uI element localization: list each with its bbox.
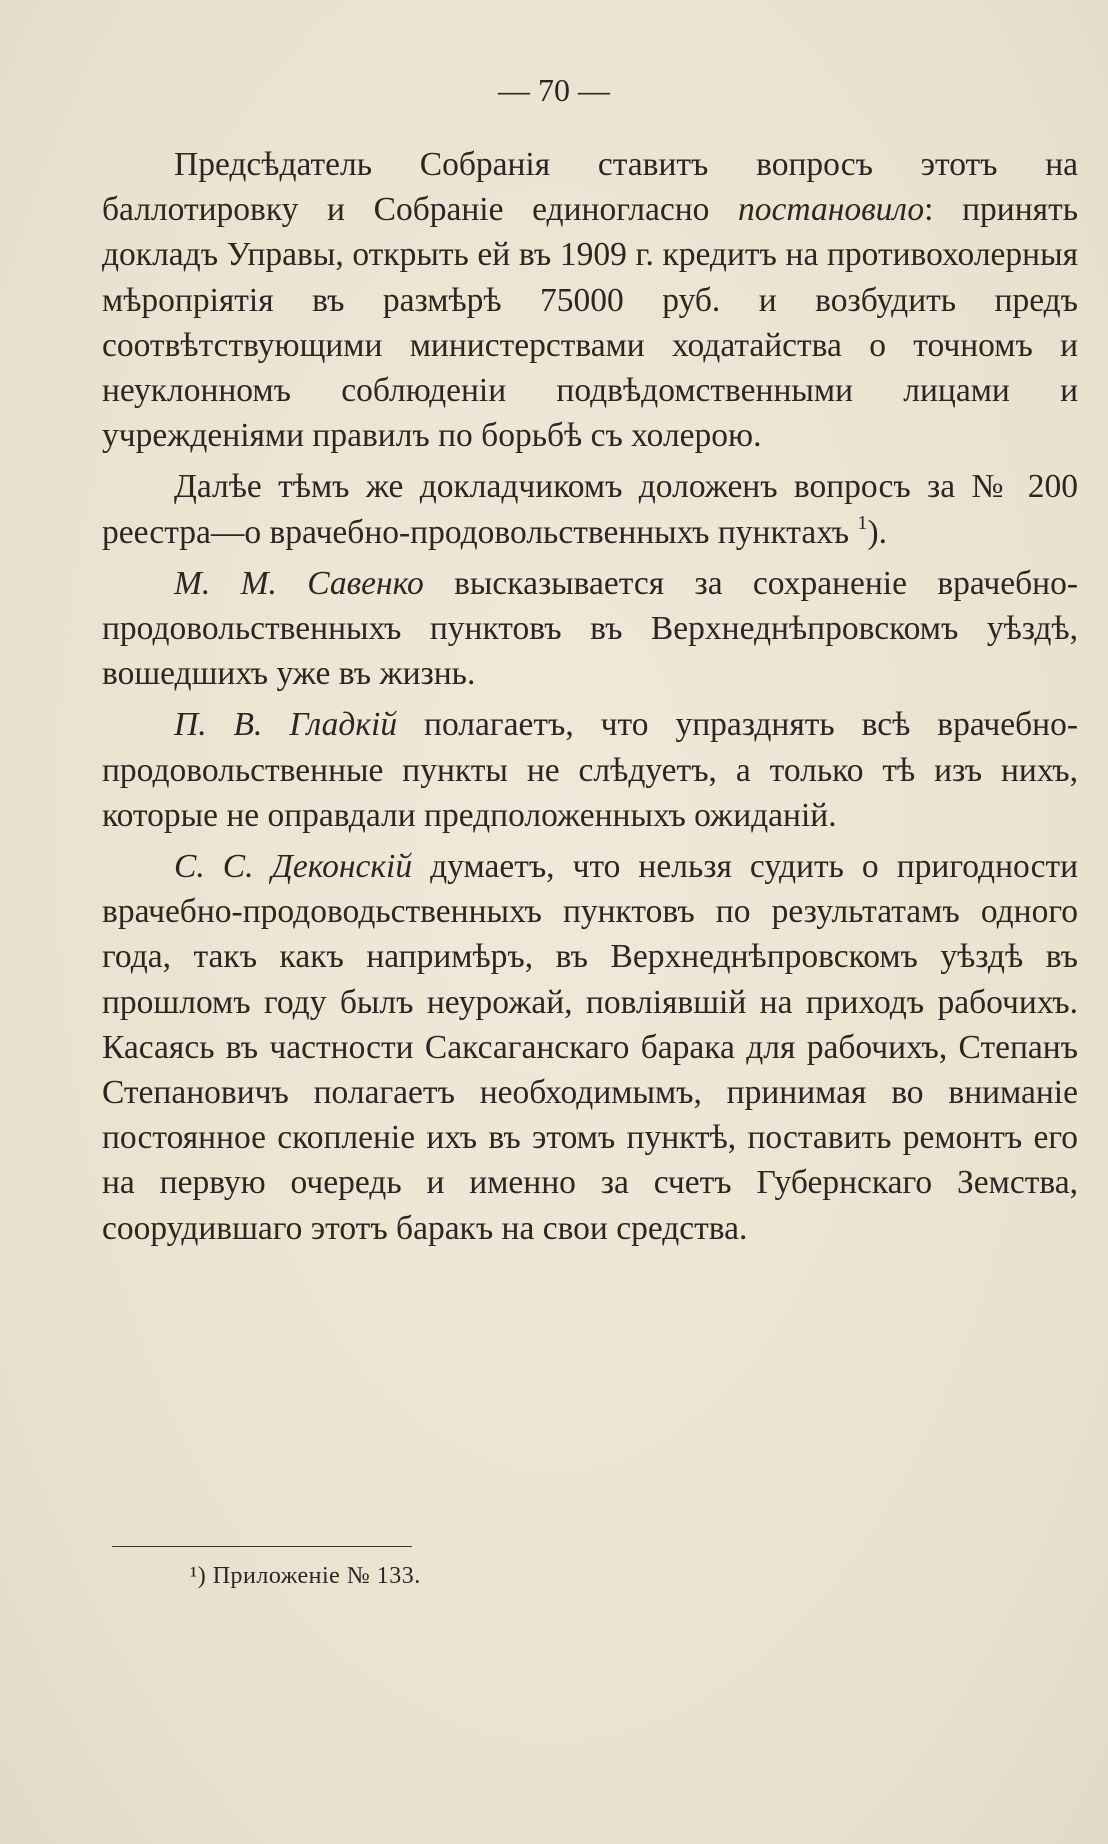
paragraph-2-text-a: Далѣе тѣмъ же докладчикомъ доложенъ вопросъ за № 200 реестра—о врачебно-продовольственныхъ пунктахъ xyxy=(102,468,1078,551)
footnote-text: Приложеніе № 133. xyxy=(212,1563,421,1589)
footnote-reference: 1 xyxy=(857,511,868,534)
speaker-name-gladkiy: П. В. Гладкій xyxy=(174,706,398,744)
paragraph-3-text: высказывается за сохраненіе врачебно-продовольственныхъ пунктовъ въ Верхнеднѣпровскомъ уѣздѣ, вошедшихъ уже въ жизнь. xyxy=(102,564,1079,693)
speaker-name-savenko: М. М. Савенко xyxy=(174,564,424,602)
footnote xyxy=(190,1563,421,1590)
paragraph-5-text: думаетъ, что нельзя судить о пригодности врачебно-продоводьственныхъ пунктовъ по результатамъ одного года, такъ какъ напримѣръ, въ Верхнеднѣпровскомъ уѣздѣ въ прошломъ году былъ неурожай, повліявшій на приходъ рабочихъ. Касаясь въ частности Саксаганскаго барака для рабочихъ, Степанъ Степановичъ полагаетъ необходимымъ, принимая во вниманіе постоянное скопленіе ихъ въ этомъ пунктѣ, поставить ремонтъ его на первую очередь и именно за счетъ Губернскаго Земства, соорудившаго этотъ баракъ на свои средства. xyxy=(102,848,1079,1247)
paragraph-3 xyxy=(102,561,1078,697)
paragraph-4-text: полагаетъ, что упразднять всѣ врачебно-продовольственные пункты не слѣдуетъ, а только тѣ изъ нихъ, которые не оправдали предположенныхъ ожиданій. xyxy=(102,706,1078,834)
speaker-name-dekonskiy: С. С. Деконскій xyxy=(174,848,413,886)
paragraph-1 xyxy=(102,142,1078,458)
paragraph-2 xyxy=(102,464,1078,554)
paragraph-4 xyxy=(102,702,1078,838)
footnote-divider xyxy=(112,1546,412,1547)
resolution-word: постановило xyxy=(738,191,925,229)
paragraph-2-text-b: ). xyxy=(867,513,887,551)
paragraph-1-text-b: : принять докладъ Управы, открыть ей въ 1909 г. кредитъ на противохолерныя мѣропріятія въ размѣрѣ 75000 руб. и возбудить предъ соотвѣтствующими министерствами ходатайства о точномъ и неуклонномъ соблюденіи подвѣдомственными лицами и учрежденіями правилъ по борьбѣ съ холерою. xyxy=(102,191,1078,455)
footnote-marker: ¹) xyxy=(190,1563,207,1589)
paragraph-1-text-a: Предсѣдатель Собранія ставитъ вопросъ этотъ на баллотировку и Собраніе единогласно xyxy=(102,146,1078,229)
paragraph-5 xyxy=(102,844,1078,1251)
page-number: — 70 — xyxy=(498,72,610,108)
body-text xyxy=(102,142,1078,1251)
